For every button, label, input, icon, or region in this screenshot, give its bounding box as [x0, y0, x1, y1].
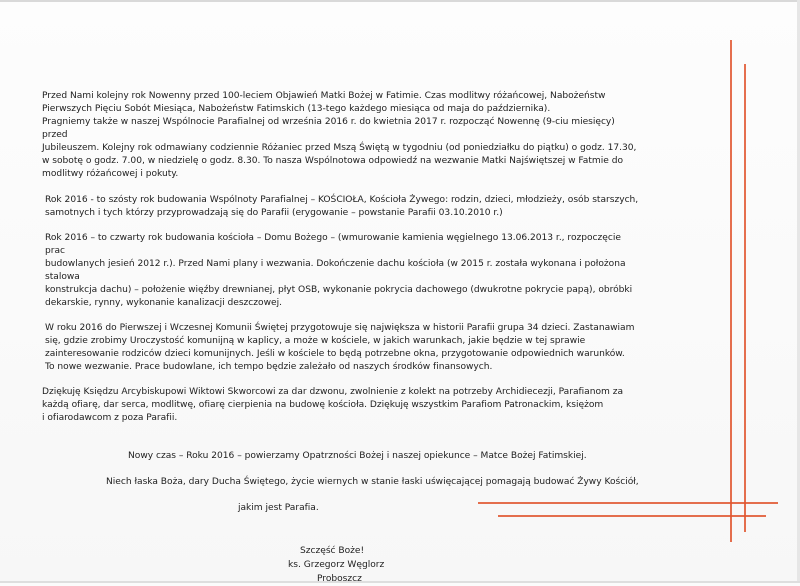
- red-vertical-line-2: [744, 64, 746, 532]
- signature-block: [288, 544, 642, 586]
- paragraph-thanks: Dziękuję Księdzu Arcybiskupowi Wiktowi Skworcowi za dar dzwonu, zwolnienie z kolekt na potrzeby Archidiecezji, Parafianom za każdą ofiarę, dar serca, modlitwę, ofiarę cierpienia na budowę kościoła. Dziękuję wszystkim Parafiom Patronackim, księżom i ofiarodawcom z poza Parafii.: [42, 387, 624, 423]
- signature-name: ks. Grzegorz Węglorz: [288, 560, 385, 570]
- signature-title: Proboszcz: [317, 574, 362, 584]
- letter-body: [42, 90, 642, 586]
- closing-line-2: Niech łaska Boża, dary Ducha Świętego, życie wiernych w stanie łaski uświęcającej pomagają budować Żywy Kościół,: [106, 477, 639, 487]
- closing-blessing: [106, 437, 642, 528]
- paragraph-novena: Przed Nami kolejny rok Nowenny przed 100-leciem Objawień Matki Bożej w Fatimie. Czas modlitwy różańcowej, Nabożeństw Pierwszych Pięciu Sobót Miesiąca, Nabożeństw Fatimskich (13-tego każdego miesiąca od maja do października). Pragniemy także w naszej Wspólnocie Parafialnej od września 2016 r. do kwietnia 2017 r. rozpocząć Nowennę (9-ciu miesięcy) przed Jubileuszem. Kolejny rok odmawiany codziennie Różaniec przed Mszą Świętą w tygodniu (od poniedziałku do piątku) o godz. 17.30, w sobotę o godz. 7.00, w niedzielę o godz. 8.30. To nasza Wspólnotowa odpowiedź na wezwanie Matki Najświętszej w Fatmie do modlitwy różańcowej i pokuty.: [42, 91, 637, 179]
- closing-line-1: Nowy czas – Roku 2016 – powierzamy Opatrzności Bożej i naszej opiekunce – Matce Bożej Fatimskiej.: [128, 451, 587, 461]
- paragraph-church-building: Rok 2016 – to czwarty rok budowania kościoła – Domu Bożego – (wmurowanie kamienia węgielnego 13.06.2013 r., rozpoczęcie prac budowlanych jesień 2012 r.). Przed Nami plany i wezwania. Dokończenie dachu kościoła (w 2015 r. została wykonana i położona stalowa konstrukcja dachu) – położenie więźby drewnianej, płyt OSB, wykonanie pokrycia dachowego (dwukrotne pokrycie papą), obróbki dekarskie, rynny, wykonanie kanalizacji deszczowej.: [45, 233, 633, 308]
- paragraph-community: Rok 2016 - to szósty rok budowania Wspólnoty Parafialnej – KOŚCIOŁA, Kościoła Żywego: rodzin, dzieci, młodzieży, osób starszych, samotnych i tych którzy przyprowadzają się do Parafii (erygowanie – powstanie Parafii 03.10.2010 r.): [45, 195, 639, 218]
- signature-greeting: Szczęść Boże!: [300, 546, 365, 556]
- red-vertical-line-1: [730, 40, 732, 542]
- closing-line-3: jakim jest Parafia.: [238, 503, 319, 513]
- scan-edge-top: [0, 0, 800, 2]
- paragraph-first-communion: W roku 2016 do Pierwszej i Wczesnej Komunii Świętej przygotowuje się największa w historii Parafii grupa 34 dzieci. Zastanawiam się, gdzie zrobimy Uroczystość komunijną w kaplicy, a może w kościele, w jakich warunkach, jakie będzie w tej sprawie zainteresowanie rodziców dzieci komunijnych. Jeśli w kościele to będą potrzebne okna, przygotowanie odpowiednich warunków. To nowe wezwanie. Prace budowlane, ich tempo będzie zależało od naszych środków finansowych.: [45, 323, 635, 372]
